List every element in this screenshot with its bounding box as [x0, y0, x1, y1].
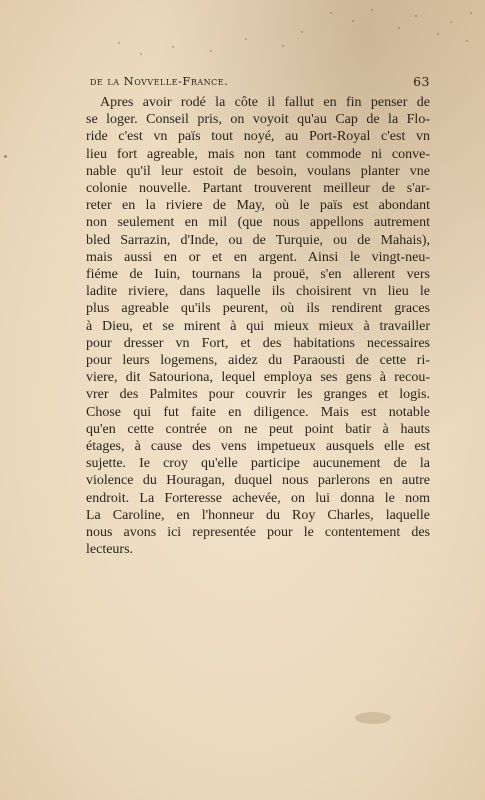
ink-smudge: [355, 712, 391, 724]
text-line: endroit. La Forteresse achevée, on lui donna le nom: [86, 490, 430, 506]
text-line: colonie nouvelle. Partant trouverent meilleur de s'ar-: [86, 181, 430, 197]
text-line: Chose qui fut faite en diligence. Mais est notable: [86, 404, 430, 420]
text-line: bled Sarrazin, d'Inde, ou de Turquie, ou de Mahais),: [86, 232, 430, 248]
text-line: mais aussi en or et en argent. Ainsi le vingt-neu-: [86, 249, 430, 265]
text-line: nable qu'il leur estoit de besoin, voulans planter vne: [86, 163, 430, 179]
text-line: vrer des Palmites pour couvrir les granges et logis.: [86, 387, 430, 403]
text-line: reter en la riviere de May, où le païs est abondant: [86, 198, 430, 214]
text-line: non seulement en mil (que nous appellons autrement: [86, 215, 430, 231]
text-line: sujette. Ie croy qu'elle participe aucunement de la: [86, 456, 430, 472]
text-line: plus agreable qu'ils peurent, où ils rendirent graces: [86, 301, 430, 317]
text-line: nous avons ici representée pour le contentement des: [86, 525, 430, 541]
text-line: fiéme de Iuin, tournans la prouë, s'en allerent vers: [86, 267, 430, 283]
text-line: se loger. Conseil pris, on voyoit qu'au Cap de la Flo-: [86, 112, 430, 128]
text-line: viere, dit Satouriona, lequel employa ses gens à recou-: [86, 370, 430, 386]
text-line: ladite riviere, dans laquelle ils choisirent vn lieu le: [86, 284, 430, 300]
text-line: qu'en cette contrée on ne peut point batir à hauts: [86, 421, 430, 437]
text-line: ride c'est vn païs tout noyé, au Port-Royal c'est vn: [86, 129, 430, 145]
text-line: à Dieu, et se mirent à qui mieux mieux à travailler: [86, 318, 430, 334]
text-line: lecteurs.: [86, 542, 134, 558]
body-paragraph: [86, 94, 430, 558]
text-line: pour leurs logemens, aidez du Paraousti de cette ri-: [86, 353, 430, 369]
text-line: lieu fort agreable, mais non tant commode ni conve-: [86, 146, 430, 162]
text-line: pour dresser vn Fort, et des habitations necessaires: [86, 335, 430, 351]
running-title: de la Novvelle-France.: [90, 74, 229, 88]
running-head: [80, 74, 430, 90]
text-line: Apres avoir rodé la côte il fallut en fin penser de: [100, 95, 430, 110]
text-line: La Caroline, en l'honneur du Roy Charles, laquelle: [86, 507, 430, 523]
text-line: violence du Houragan, duquel nous parlerons en autre: [86, 473, 430, 489]
foxing-stains: [0, 0, 485, 60]
page-number: 63: [413, 74, 430, 89]
margin-spot: [4, 155, 7, 158]
text-line: étages, à cause des vens impetueux ausquels elle est: [86, 439, 430, 455]
